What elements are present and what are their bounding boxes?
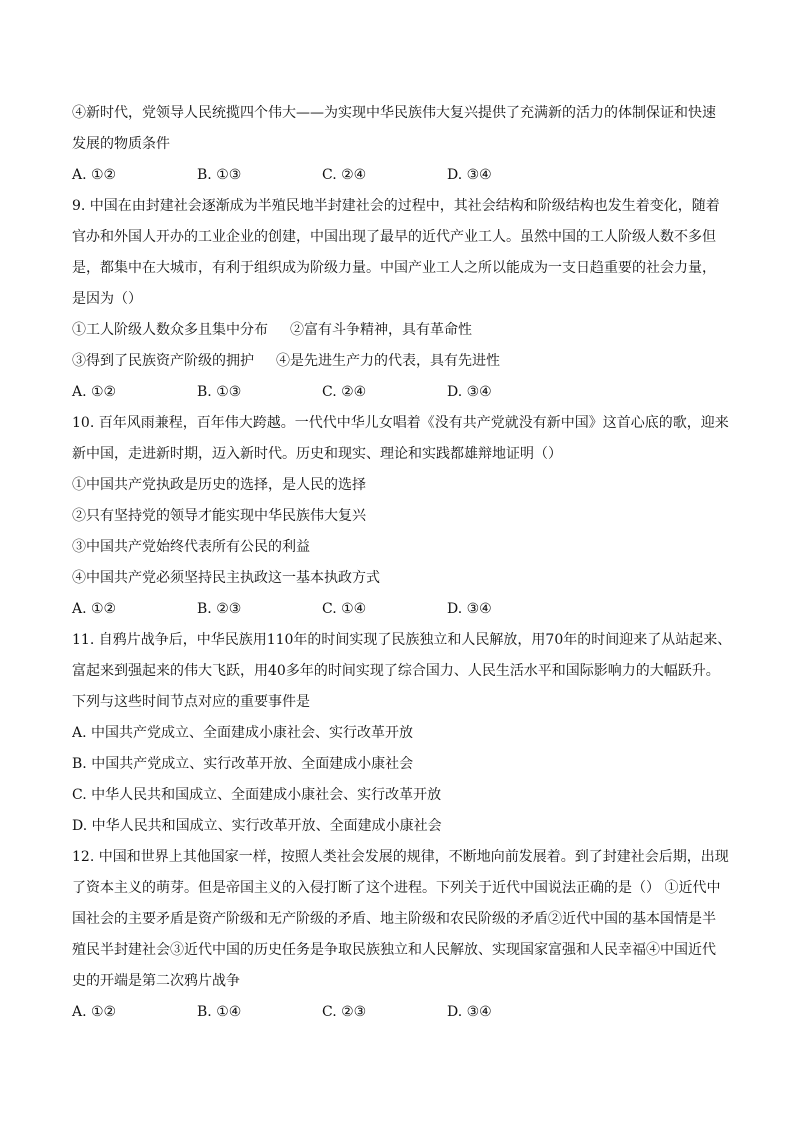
q11-option-c: C. 中华人民共和国成立、全面建成小康社会、实行改革开放	[72, 787, 442, 803]
q11-stem-line-1: 11. 自鸦片战争后，中华民族用110年的时间实现了民族独立和人民解放，用70年的时间迎来了从站起来、	[72, 632, 732, 648]
exam-page	[72, 98, 736, 1028]
q9-item-3: ③得到了民族资产阶级的拥护	[72, 353, 254, 369]
q11-option-d: D. 中华人民共和国成立、实行改革开放、全面建成小康社会	[72, 818, 442, 834]
q11-option-a: A. 中国共产党成立、全面建成小康社会、实行改革开放	[72, 725, 414, 741]
q10-stem-line-1: 10. 百年风雨兼程，百年伟大跨越。一代代中华儿女唱着《没有共产党就没有新中国》这首心底的歌，迎来	[72, 415, 729, 431]
question-9	[72, 191, 736, 408]
q9-options-row	[72, 377, 736, 408]
q9-items-row-2	[72, 346, 736, 377]
prev-question-continuation	[72, 98, 736, 191]
option-b: B. ②③	[197, 601, 242, 617]
q10-item-3: ③中国共产党始终代表所有公民的利益	[72, 539, 310, 555]
q9-item-4: ④是先进生产力的代表，具有先进性	[276, 353, 500, 369]
option-d: D. ③④	[447, 384, 492, 400]
question-12	[72, 842, 736, 1028]
option-d: D. ③④	[447, 601, 492, 617]
q9-item-1: ①工人阶级人数众多且集中分布	[72, 322, 268, 338]
question-11	[72, 625, 736, 842]
q12-stem-line-4: 殖民半封建社会③近代中国的历史任务是争取民族独立和人民解放、实现国家富强和人民幸福④中国近代	[72, 942, 716, 958]
q10-options-row	[72, 594, 736, 625]
q11-stem-line-2: 富起来到强起来的伟大飞跃，用40多年的时间实现了综合国力、人民生活水平和国际影响力的大幅跃升。	[72, 663, 720, 679]
q9-item-2: ②富有斗争精神，具有革命性	[290, 322, 472, 338]
q12-options-row	[72, 997, 736, 1028]
q9-stem-line-4: 是因为（）	[72, 291, 142, 307]
q10-item-4: ④中国共产党必须坚持民主执政这一基本执政方式	[72, 570, 380, 586]
option-c: C. ①④	[322, 601, 367, 617]
q10-item-2: ②只有坚持党的领导才能实现中华民族伟大复兴	[72, 508, 366, 524]
prev-item-4-line-1: ④新时代，党领导人民统揽四个伟大——为实现中华民族伟大复兴提供了充满新的活力的体制保证和快速	[72, 105, 716, 121]
q9-items-row-1	[72, 315, 736, 346]
option-a: A. ①②	[72, 1004, 117, 1020]
option-a: A. ①②	[72, 601, 117, 617]
option-c: C. ②③	[322, 1004, 367, 1020]
prev-item-4-line-2: 发展的物质条件	[72, 136, 170, 152]
option-c: C. ②④	[322, 384, 367, 400]
q11-option-b: B. 中国共产党成立、实行改革开放、全面建成小康社会	[72, 756, 414, 772]
option-a: A. ①②	[72, 167, 117, 183]
option-d: D. ③④	[447, 1004, 492, 1020]
q12-stem-line-3: 国社会的主要矛盾是资产阶级和无产阶级的矛盾、地主阶级和农民阶级的矛盾②近代中国的基本国情是半	[72, 911, 716, 927]
option-b: B. ①③	[197, 384, 242, 400]
q9-stem-line-2: 官办和外国人开办的工业企业的创建，中国出现了最早的近代产业工人。虽然中国的工人阶级人数不多但	[72, 229, 716, 245]
option-a: A. ①②	[72, 384, 117, 400]
prev-options-row	[72, 160, 736, 191]
q9-stem-line-3: 是，都集中在大城市，有利于组织成为阶级力量。中国产业工人之所以能成为一支日趋重要的社会力量，	[72, 260, 716, 276]
q12-stem-line-5: 史的开端是第二次鸦片战争	[72, 973, 240, 989]
question-10	[72, 408, 736, 625]
option-c: C. ②④	[322, 167, 367, 183]
q10-item-1: ①中国共产党执政是历史的选择，是人民的选择	[72, 477, 366, 493]
q12-stem-line-2: 了资本主义的萌芽。但是帝国主义的入侵打断了这个进程。下列关于近代中国说法正确的是（） ①近代中	[72, 880, 721, 896]
option-b: B. ①③	[197, 167, 242, 183]
option-b: B. ①④	[197, 1004, 242, 1020]
q10-stem-line-2: 新中国，走进新时期，迈入新时代。历史和现实、理论和实践都雄辩地证明（）	[72, 446, 562, 462]
q11-stem-line-3: 下列与这些时间节点对应的重要事件是	[72, 694, 310, 710]
option-d: D. ③④	[447, 167, 492, 183]
q12-stem-line-1: 12. 中国和世界上其他国家一样，按照人类社会发展的规律，不断地向前发展着。到了封建社会后期，出现	[72, 849, 729, 865]
q9-stem-line-1: 9. 中国在由封建社会逐渐成为半殖民地半封建社会的过程中，其社会结构和阶级结构也发生着变化，随着	[72, 198, 720, 214]
